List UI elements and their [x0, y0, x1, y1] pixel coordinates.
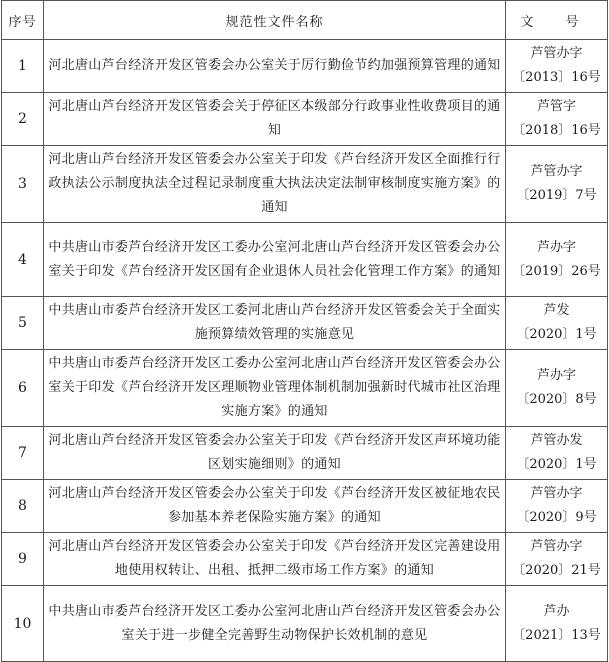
- table-row: [2, 480, 608, 533]
- document-number: [506, 93, 608, 146]
- table-row: [2, 533, 608, 586]
- row-number: 1: [2, 40, 44, 93]
- row-number: 6: [2, 350, 44, 427]
- document-title: 河北唐山芦台经济开发区管委会关于停征区本级部分行政事业性收费项目的通知: [44, 93, 506, 146]
- doc-prefix: 芦管办字: [530, 46, 583, 61]
- doc-prefix: 芦管字: [536, 99, 576, 114]
- doc-year-number: 〔2019〕26号: [512, 263, 601, 279]
- document-number: [506, 480, 608, 533]
- doc-year-number: 〔2021〕13号: [512, 627, 601, 643]
- row-number: 4: [2, 223, 44, 297]
- document-title: 河北唐山芦台经济开发区管委会办公室关于印发《芦台经济开发区全面推行行政执法公示制度执法全过程记录制度重大执法决定法制审核制度实施方案》的通知: [44, 146, 506, 223]
- document-title: 河北唐山芦台经济开发区管委会办公室关于印发《芦台经济开发区声环境功能区划实施细则》的通知: [44, 427, 506, 480]
- doc-year-number: 〔2020〕8号: [516, 392, 597, 407]
- document-number: [506, 586, 608, 662]
- document-title: 河北唐山芦台经济开发区管委会办公室关于印发《芦台经济开发区完善建设用地使用权转让、出租、抵押二级市场工作方案》的通知: [44, 533, 506, 586]
- document-title: 中共唐山市委芦台经济开发区工委河北唐山芦台经济开发区管委会关于全面实施预算绩效管理的实施意见: [44, 297, 506, 350]
- row-number: 5: [2, 297, 44, 350]
- document-number: [506, 146, 608, 223]
- table-row: [2, 146, 608, 223]
- doc-year-number: 〔2020〕1号: [516, 327, 597, 342]
- header-no: 序号: [2, 1, 44, 40]
- doc-prefix: 芦管办字: [530, 539, 583, 554]
- table-row: [2, 350, 608, 427]
- header-doc-number: 文 号: [506, 1, 608, 40]
- doc-year-number: 〔2018〕16号: [512, 123, 601, 138]
- row-number: 3: [2, 146, 44, 223]
- document-title: 河北唐山芦台经济开发区管委会办公室关于厉行勤俭节约加强预算管理的通知: [44, 40, 506, 93]
- document-title: 中共唐山市委芦台经济开发区工委办公室河北唐山芦台经济开发区管委会办公室关于印发《芦台经济开发区国有企业退休人员社会化管理工作方案》的通知: [44, 223, 506, 297]
- row-number: 2: [2, 93, 44, 146]
- table-row: [2, 40, 608, 93]
- document-title: 中共唐山市委芦台经济开发区工委办公室河北唐山芦台经济开发区管委会办公室关于进一步健全完善野生动物保护长效机制的意见: [44, 586, 506, 662]
- row-number: 10: [2, 586, 44, 662]
- document-number: [506, 427, 608, 480]
- header-title: 规范性文件名称: [44, 1, 506, 40]
- normative-documents-table: [1, 0, 608, 662]
- row-number: 7: [2, 427, 44, 480]
- row-number: 9: [2, 533, 44, 586]
- doc-prefix: 芦发: [543, 303, 570, 318]
- document-number: [506, 533, 608, 586]
- document-number: [506, 40, 608, 93]
- table-row: [2, 223, 608, 297]
- row-number: 8: [2, 480, 44, 533]
- document-title: 中共唐山市委芦台经济开发区工委办公室河北唐山芦台经济开发区管委会办公室关于印发《芦台经济开发区理顺物业管理体制机制加强新时代城市社区治理实施方案》的通知: [44, 350, 506, 427]
- doc-year-number: 〔2020〕9号: [516, 510, 597, 525]
- document-number: [506, 223, 608, 297]
- document-page: [1, 0, 607, 662]
- document-number: [506, 350, 608, 427]
- doc-year-number: 〔2019〕7号: [516, 188, 597, 203]
- doc-year-number: 〔2020〕1号: [516, 457, 597, 472]
- doc-year-number: 〔2020〕21号: [512, 563, 601, 578]
- doc-prefix: 芦办字: [536, 368, 576, 383]
- table-row: [2, 586, 608, 662]
- document-number: [506, 297, 608, 350]
- table-header-row: [2, 1, 608, 40]
- table-row: [2, 297, 608, 350]
- doc-prefix: 芦办字: [536, 239, 576, 255]
- doc-prefix: 芦管办发: [530, 433, 583, 448]
- doc-year-number: 〔2013〕16号: [512, 70, 601, 85]
- document-title: 河北唐山芦台经济开发区管委会办公室关于印发《芦台经济开发区被征地农民参加基本养老保险实施方案》的通知: [44, 480, 506, 533]
- doc-prefix: 芦管办字: [530, 164, 583, 179]
- table-row: [2, 427, 608, 480]
- doc-prefix: 芦管办字: [530, 486, 583, 501]
- table-row: [2, 93, 608, 146]
- doc-prefix: 芦办: [543, 603, 570, 619]
